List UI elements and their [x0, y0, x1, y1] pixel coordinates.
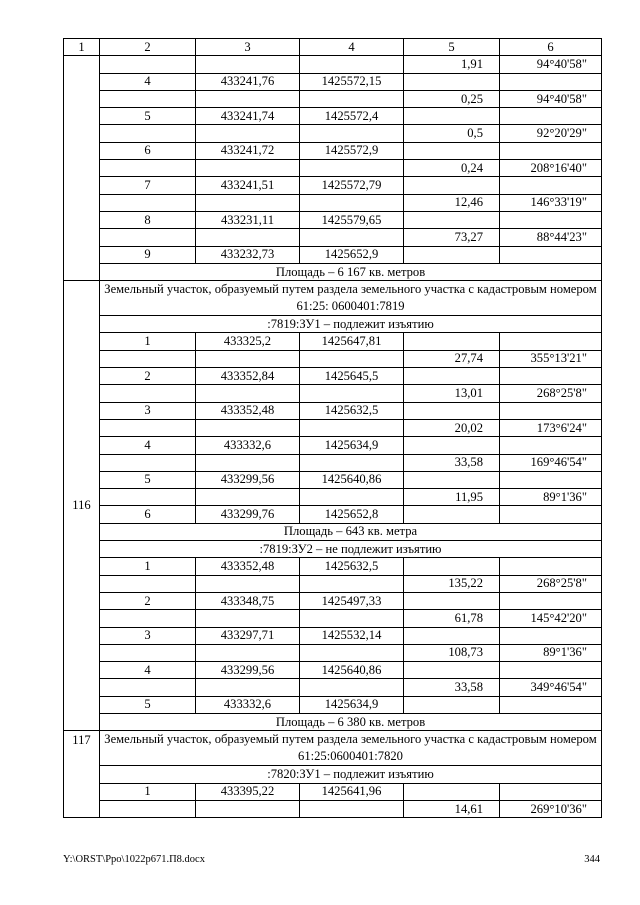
empty-cell	[404, 108, 500, 125]
empty-cell	[500, 506, 602, 523]
empty-cell	[300, 489, 404, 506]
empty-cell	[300, 90, 404, 107]
empty-cell	[300, 385, 404, 402]
coordinate-y: 1425579,65	[300, 211, 404, 228]
direction-angle: 92°20'29"	[500, 125, 602, 142]
segment-row	[64, 350, 602, 367]
empty-cell	[500, 437, 602, 454]
empty-cell	[300, 56, 404, 73]
segment-length: 20,02	[404, 419, 500, 436]
empty-cell	[500, 558, 602, 575]
point-number: 7	[100, 177, 196, 194]
direction-angle: 169°46'54"	[500, 454, 602, 471]
coordinate-x: 433352,48	[196, 558, 300, 575]
coordinate-y: 1425645,5	[300, 368, 404, 385]
empty-cell	[404, 368, 500, 385]
point-number: 2	[100, 592, 196, 609]
coordinate-x: 433352,84	[196, 368, 300, 385]
empty-cell	[404, 471, 500, 488]
column-number: 4	[300, 39, 404, 56]
empty-cell	[404, 662, 500, 679]
point-row	[64, 506, 602, 523]
section-caption-row	[64, 523, 602, 540]
empty-cell	[404, 142, 500, 159]
column-number-row	[64, 39, 602, 56]
object-number-cell	[64, 56, 100, 281]
segment-row	[64, 489, 602, 506]
empty-cell	[500, 142, 602, 159]
segment-length: 108,73	[404, 644, 500, 661]
coordinate-y: 1425497,33	[300, 592, 404, 609]
point-row	[64, 142, 602, 159]
segment-row	[64, 679, 602, 696]
coordinate-x: 433297,71	[196, 627, 300, 644]
point-row	[64, 177, 602, 194]
empty-cell	[100, 90, 196, 107]
segment-length: 12,46	[404, 194, 500, 211]
point-row	[64, 558, 602, 575]
point-number: 6	[100, 142, 196, 159]
coordinate-x: 433352,48	[196, 402, 300, 419]
empty-cell	[100, 125, 196, 142]
empty-cell	[404, 696, 500, 713]
point-number: 5	[100, 696, 196, 713]
direction-angle: 349°46'54"	[500, 679, 602, 696]
segment-length: 14,61	[404, 800, 500, 817]
point-number: 4	[100, 437, 196, 454]
column-number: 1	[64, 39, 100, 56]
point-row	[64, 246, 602, 263]
segment-length: 1,91	[404, 56, 500, 73]
direction-angle: 268°25'8"	[500, 575, 602, 592]
empty-cell	[100, 350, 196, 367]
empty-cell	[100, 56, 196, 73]
empty-cell	[196, 229, 300, 246]
segment-row	[64, 125, 602, 142]
point-row	[64, 783, 602, 800]
coordinate-x: 433332,6	[196, 696, 300, 713]
segment-length: 0,25	[404, 90, 500, 107]
empty-cell	[300, 350, 404, 367]
empty-cell	[404, 558, 500, 575]
direction-angle: 145°42'20"	[500, 610, 602, 627]
empty-cell	[500, 177, 602, 194]
empty-cell	[196, 644, 300, 661]
segment-row	[64, 800, 602, 817]
point-row	[64, 696, 602, 713]
parcel-description-row	[64, 281, 602, 316]
segment-row	[64, 644, 602, 661]
direction-angle: 89°1'36"	[500, 644, 602, 661]
point-number: 1	[100, 783, 196, 800]
empty-cell	[196, 90, 300, 107]
coordinate-y: 1425640,86	[300, 662, 404, 679]
empty-cell	[500, 73, 602, 90]
empty-cell	[100, 454, 196, 471]
empty-cell	[196, 194, 300, 211]
empty-cell	[300, 800, 404, 817]
point-row	[64, 108, 602, 125]
empty-cell	[100, 419, 196, 436]
coordinate-y: 1425647,81	[300, 333, 404, 350]
coordinate-y: 1425572,79	[300, 177, 404, 194]
point-row	[64, 592, 602, 609]
segment-length: 33,58	[404, 679, 500, 696]
coordinate-x: 433332,6	[196, 437, 300, 454]
point-row	[64, 437, 602, 454]
segment-row	[64, 610, 602, 627]
direction-angle: 146°33'19"	[500, 194, 602, 211]
segment-row	[64, 160, 602, 177]
section-caption-row	[64, 541, 602, 558]
coordinate-y: 1425572,15	[300, 73, 404, 90]
coordinate-y: 1425634,9	[300, 696, 404, 713]
segment-length: 73,27	[404, 229, 500, 246]
empty-cell	[500, 627, 602, 644]
coordinate-y: 1425640,86	[300, 471, 404, 488]
page-number: 344	[584, 854, 600, 865]
coordinate-x: 433241,76	[196, 73, 300, 90]
empty-cell	[404, 437, 500, 454]
empty-cell	[500, 246, 602, 263]
segment-row	[64, 419, 602, 436]
empty-cell	[196, 489, 300, 506]
empty-cell	[100, 575, 196, 592]
empty-cell	[500, 333, 602, 350]
coordinate-x: 433241,72	[196, 142, 300, 159]
empty-cell	[100, 229, 196, 246]
empty-cell	[404, 783, 500, 800]
coordinate-y: 1425652,9	[300, 246, 404, 263]
segment-length: 13,01	[404, 385, 500, 402]
empty-cell	[196, 419, 300, 436]
empty-cell	[500, 696, 602, 713]
point-row	[64, 211, 602, 228]
coordinates-table	[63, 38, 602, 818]
segment-row	[64, 454, 602, 471]
empty-cell	[404, 246, 500, 263]
segment-length: 11,95	[404, 489, 500, 506]
point-number: 3	[100, 627, 196, 644]
empty-cell	[404, 627, 500, 644]
coordinate-y: 1425632,5	[300, 558, 404, 575]
empty-cell	[196, 56, 300, 73]
empty-cell	[100, 385, 196, 402]
empty-cell	[500, 211, 602, 228]
direction-angle: 88°44'23"	[500, 229, 602, 246]
empty-cell	[404, 333, 500, 350]
empty-cell	[100, 800, 196, 817]
column-number: 6	[500, 39, 602, 56]
direction-angle: 208°16'40"	[500, 160, 602, 177]
empty-cell	[196, 610, 300, 627]
empty-cell	[404, 402, 500, 419]
point-number: 5	[100, 108, 196, 125]
direction-angle: 268°25'8"	[500, 385, 602, 402]
segment-row	[64, 575, 602, 592]
section-caption: :7819:ЗУ2 – не подлежит изъятию	[100, 541, 602, 558]
segment-length: 0,24	[404, 160, 500, 177]
empty-cell	[404, 177, 500, 194]
empty-cell	[100, 194, 196, 211]
segment-length: 61,78	[404, 610, 500, 627]
coordinate-x: 433231,11	[196, 211, 300, 228]
direction-angle: 173°6'24"	[500, 419, 602, 436]
coordinate-x: 433299,56	[196, 662, 300, 679]
empty-cell	[500, 402, 602, 419]
coordinate-y: 1425572,4	[300, 108, 404, 125]
coordinate-x: 433299,76	[196, 506, 300, 523]
empty-cell	[300, 454, 404, 471]
segment-length: 33,58	[404, 454, 500, 471]
coordinate-x: 433299,56	[196, 471, 300, 488]
empty-cell	[300, 229, 404, 246]
point-number: 4	[100, 73, 196, 90]
segment-row	[64, 56, 602, 73]
direction-angle: 89°1'36"	[500, 489, 602, 506]
empty-cell	[500, 592, 602, 609]
empty-cell	[100, 489, 196, 506]
direction-angle: 355°13'21"	[500, 350, 602, 367]
section-caption: :7820:ЗУ1 – подлежит изъятию	[100, 766, 602, 783]
empty-cell	[300, 644, 404, 661]
point-row	[64, 368, 602, 385]
section-caption: Площадь – 6 167 кв. метров	[100, 263, 602, 280]
empty-cell	[404, 73, 500, 90]
empty-cell	[300, 419, 404, 436]
section-caption-row	[64, 766, 602, 783]
empty-cell	[404, 506, 500, 523]
empty-cell	[100, 644, 196, 661]
empty-cell	[300, 125, 404, 142]
point-number: 3	[100, 402, 196, 419]
empty-cell	[300, 679, 404, 696]
empty-cell	[500, 108, 602, 125]
point-row	[64, 73, 602, 90]
empty-cell	[196, 679, 300, 696]
empty-cell	[196, 385, 300, 402]
coordinate-x: 433241,51	[196, 177, 300, 194]
point-row	[64, 627, 602, 644]
column-number: 2	[100, 39, 196, 56]
segment-length: 135,22	[404, 575, 500, 592]
point-row	[64, 333, 602, 350]
segment-length: 27,74	[404, 350, 500, 367]
point-number: 2	[100, 368, 196, 385]
point-number: 4	[100, 662, 196, 679]
section-caption-row	[64, 713, 602, 730]
coordinate-y: 1425641,96	[300, 783, 404, 800]
object-number-cell: 117	[64, 731, 100, 818]
point-number: 1	[100, 558, 196, 575]
empty-cell	[500, 662, 602, 679]
empty-cell	[300, 575, 404, 592]
coordinate-x: 433241,74	[196, 108, 300, 125]
point-number: 1	[100, 333, 196, 350]
point-number: 6	[100, 506, 196, 523]
point-row	[64, 402, 602, 419]
segment-length: 0,5	[404, 125, 500, 142]
column-number: 5	[404, 39, 500, 56]
empty-cell	[196, 350, 300, 367]
empty-cell	[196, 125, 300, 142]
segment-row	[64, 229, 602, 246]
direction-angle: 94°40'58"	[500, 90, 602, 107]
empty-cell	[196, 160, 300, 177]
parcel-description: Земельный участок, образуемый путем раздела земельного участка с кадастровым номером 61:25:0600401:7820	[100, 731, 602, 766]
column-number: 3	[196, 39, 300, 56]
point-row	[64, 471, 602, 488]
empty-cell	[100, 679, 196, 696]
segment-row	[64, 194, 602, 211]
empty-cell	[500, 471, 602, 488]
empty-cell	[196, 454, 300, 471]
section-caption-row	[64, 263, 602, 280]
coordinate-x: 433348,75	[196, 592, 300, 609]
segment-row	[64, 90, 602, 107]
empty-cell	[196, 800, 300, 817]
section-caption-row	[64, 316, 602, 333]
point-number: 5	[100, 471, 196, 488]
coordinate-y: 1425652,8	[300, 506, 404, 523]
direction-angle: 94°40'58"	[500, 56, 602, 73]
segment-row	[64, 385, 602, 402]
coordinate-x: 433232,73	[196, 246, 300, 263]
coordinate-x: 433325,2	[196, 333, 300, 350]
parcel-description-row	[64, 731, 602, 766]
empty-cell	[500, 368, 602, 385]
parcel-description: Земельный участок, образуемый путем раздела земельного участка с кадастровым номером 61:25: 0600401:7819	[100, 281, 602, 316]
empty-cell	[500, 783, 602, 800]
empty-cell	[404, 211, 500, 228]
empty-cell	[300, 194, 404, 211]
coordinate-y: 1425572,9	[300, 142, 404, 159]
direction-angle: 269°10'36"	[500, 800, 602, 817]
empty-cell	[100, 610, 196, 627]
empty-cell	[300, 610, 404, 627]
coordinate-y: 1425532,14	[300, 627, 404, 644]
section-caption: Площадь – 6 380 кв. метров	[100, 713, 602, 730]
point-number: 9	[100, 246, 196, 263]
empty-cell	[404, 592, 500, 609]
point-number: 8	[100, 211, 196, 228]
empty-cell	[300, 160, 404, 177]
document-path: Y:\ORST\Ppo\1022p671.П8.docx	[63, 854, 205, 865]
object-number-cell: 116	[64, 281, 100, 731]
section-caption: Площадь – 643 кв. метра	[100, 523, 602, 540]
coordinate-y: 1425634,9	[300, 437, 404, 454]
coordinate-y: 1425632,5	[300, 402, 404, 419]
empty-cell	[100, 160, 196, 177]
empty-cell	[196, 575, 300, 592]
point-row	[64, 662, 602, 679]
section-caption: :7819:ЗУ1 – подлежит изъятию	[100, 316, 602, 333]
coordinate-x: 433395,22	[196, 783, 300, 800]
